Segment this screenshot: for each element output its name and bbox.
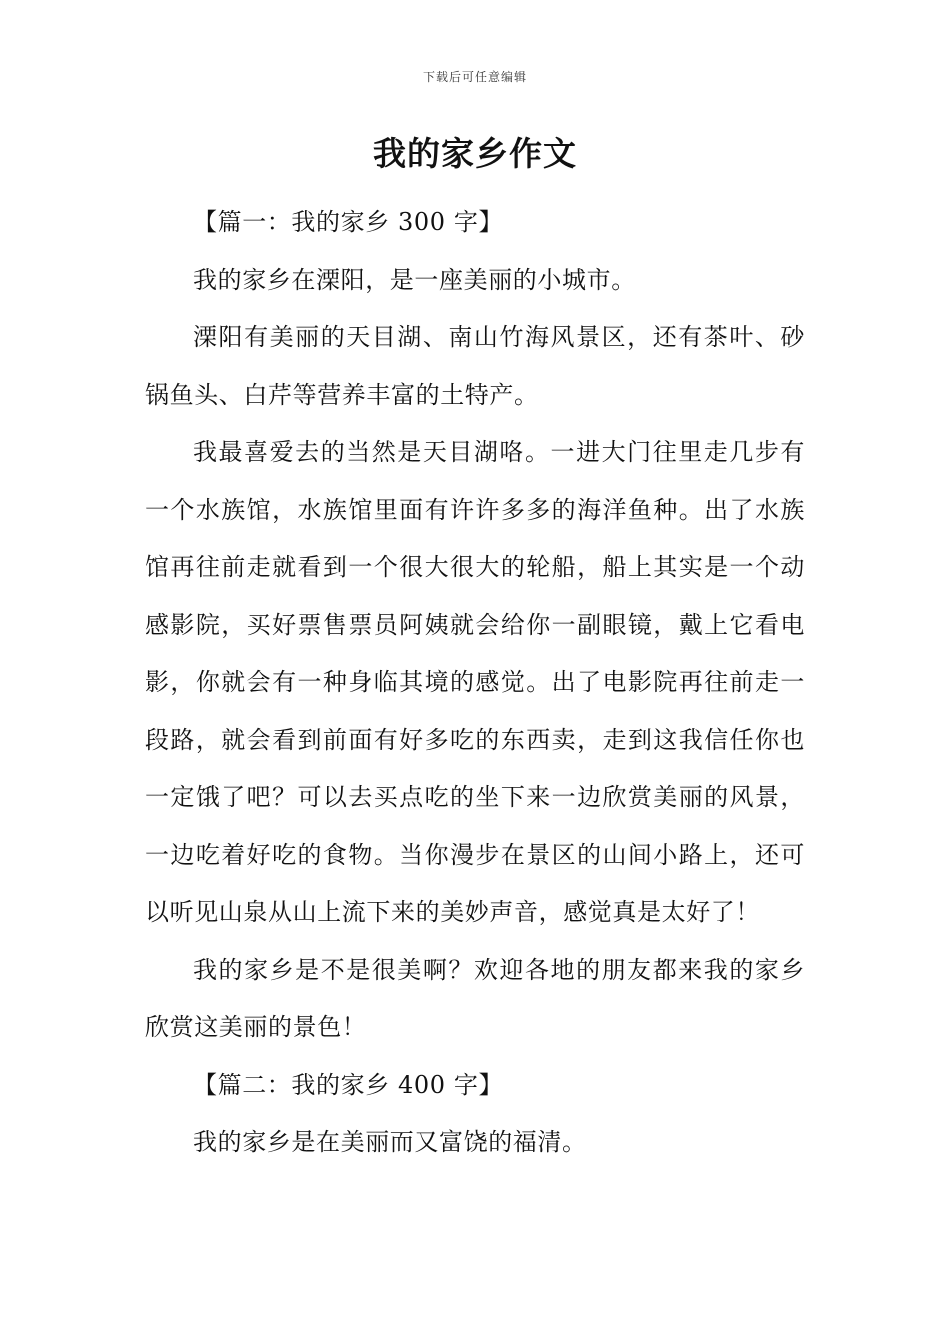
header-note: 下载后可任意编辑 [422,70,527,84]
paragraph: 我最喜爱去的当然是天目湖咯。一进大门往里走几步有一个水族馆，水族馆里面有许许多多的海洋鱼种。出了水族馆再往前走就看到一个很大很大的轮船，船上其实是一个动感影院，买好票售票员阿姨就会给你一副眼镜，戴上它看电影，你就会有一种身临其境的感觉。出了电影院再往前走一段路，就会看到前面有好多吃的东西卖，走到这我信任你也一定饿了吧？可以去买点吃的坐下来一边欣赏美丽的风景，一边吃着好吃的食物。当你漫步在景区的山间小路上，还可以听见山泉从山上流下来的美妙声音，感觉真是太好了！ [145,438,805,926]
paragraph: 我的家乡是在美丽而又富饶的福清。 [193,1128,587,1156]
document-title: 我的家乡作文 [373,134,577,173]
paragraph: 我的家乡是不是很美啊？欢迎各地的朋友都来我的家乡欣赏这美丽的景色！ [145,955,805,1041]
section-heading-1: 【篇一：我的家乡 300 字】 [193,208,504,236]
section-heading-2: 【篇二：我的家乡 400 字】 [193,1070,504,1099]
paragraph: 溧阳有美丽的天目湖、南山竹海风景区，还有茶叶、砂锅鱼头、白芹等营养丰富的土特产。 [145,323,805,409]
document-body [145,194,805,1172]
paragraph: 我的家乡在溧阳，是一座美丽的小城市。 [193,265,636,294]
